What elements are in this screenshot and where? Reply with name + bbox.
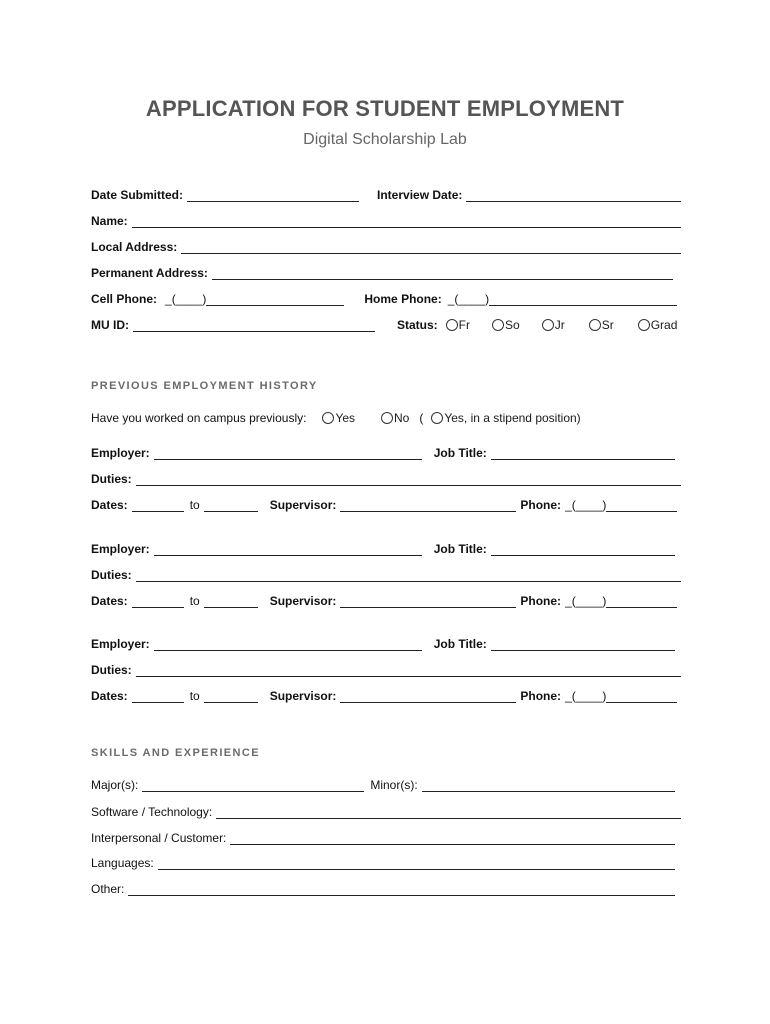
major-minor-row — [91, 774, 681, 792]
date-row — [91, 184, 681, 202]
job-title-field[interactable] — [491, 639, 675, 651]
duties-row-1 — [91, 468, 681, 486]
status-option-label: Grad — [650, 318, 678, 332]
radio-circle-icon — [589, 319, 601, 331]
employer-field[interactable] — [154, 544, 422, 556]
cell-phone-field[interactable] — [206, 294, 344, 306]
phone-field[interactable] — [606, 500, 677, 512]
phone-label: Phone: — [520, 594, 562, 608]
supervisor-label: Supervisor: — [269, 498, 337, 512]
other-row — [91, 878, 681, 896]
duties-label: Duties: — [91, 472, 132, 486]
worked-on-campus-row — [91, 407, 681, 425]
major-field[interactable] — [142, 780, 364, 792]
open-paren: ( — [419, 411, 424, 425]
supervisor-field[interactable] — [340, 596, 516, 608]
radio-circle-icon — [638, 319, 650, 331]
software-row — [91, 801, 681, 819]
interpersonal-label: Interpersonal / Customer: — [91, 831, 227, 845]
phone-label: Phone: — [520, 689, 562, 703]
status-radio-fr[interactable] — [446, 318, 470, 332]
languages-field[interactable] — [158, 858, 675, 870]
mu-id-label: MU ID: — [91, 318, 129, 332]
form-title: APPLICATION FOR STUDENT EMPLOYMENT — [145, 96, 625, 121]
job-title-field[interactable] — [491, 544, 675, 556]
worked-radio-yes[interactable] — [322, 411, 355, 425]
cell-phone-label: Cell Phone: — [91, 292, 158, 306]
to-label: to — [189, 498, 200, 512]
dates-label: Dates: — [91, 594, 128, 608]
to-label: to — [189, 689, 200, 703]
date-submitted-label: Date Submitted: — [91, 188, 184, 202]
dates-row-3 — [91, 685, 681, 703]
status-option-label: So — [505, 318, 520, 332]
employer-row-1 — [91, 442, 681, 460]
supervisor-label: Supervisor: — [269, 689, 337, 703]
date-from-field[interactable] — [132, 500, 184, 512]
employer-label: Employer: — [91, 542, 150, 556]
radio-circle-icon — [542, 319, 554, 331]
status-label: Status: — [397, 318, 438, 332]
worked-radio-stipend[interactable] — [431, 411, 580, 425]
phone-row — [91, 288, 681, 306]
minor-field[interactable] — [422, 780, 675, 792]
phone-area-code[interactable]: _(____) — [565, 594, 607, 608]
status-option-label: Sr — [601, 318, 614, 332]
status-radio-so[interactable] — [492, 318, 520, 332]
name-label: Name: — [91, 214, 128, 228]
local-address-label: Local Address: — [91, 240, 178, 254]
to-label: to — [189, 594, 200, 608]
phone-field[interactable] — [606, 596, 677, 608]
employment-section-heading: PREVIOUS EMPLOYMENT HISTORY — [91, 380, 318, 392]
form-subtitle: Digital Scholarship Lab — [303, 131, 467, 148]
date-to-field[interactable] — [204, 500, 258, 512]
interpersonal-field[interactable] — [230, 833, 675, 845]
radio-circle-icon — [492, 319, 504, 331]
date-to-field[interactable] — [204, 691, 258, 703]
software-field[interactable] — [216, 807, 681, 819]
languages-label: Languages: — [91, 856, 154, 870]
status-radio-sr[interactable] — [589, 318, 614, 332]
duties-field[interactable] — [136, 474, 681, 486]
radio-circle-icon — [322, 412, 334, 424]
radio-circle-icon — [446, 319, 458, 331]
worked-option-label: No — [394, 411, 410, 425]
job-title-label: Job Title: — [433, 446, 487, 460]
local-address-row — [91, 236, 681, 254]
employer-label: Employer: — [91, 637, 150, 651]
supervisor-field[interactable] — [340, 500, 516, 512]
duties-field[interactable] — [136, 665, 681, 677]
cell-phone-area-code[interactable]: _(____) — [165, 292, 207, 306]
dates-row-1 — [91, 494, 681, 512]
id-status-row — [91, 314, 681, 332]
dates-label: Dates: — [91, 689, 128, 703]
interview-date-label: Interview Date: — [377, 188, 463, 202]
date-from-field[interactable] — [132, 691, 184, 703]
status-option-label: Fr — [458, 318, 470, 332]
mu-id-field[interactable] — [133, 320, 375, 332]
other-label: Other: — [91, 882, 125, 896]
other-field[interactable] — [128, 884, 675, 896]
languages-row — [91, 852, 681, 870]
employer-row-2 — [91, 538, 681, 556]
date-submitted-field[interactable] — [187, 190, 359, 202]
major-label: Major(s): — [91, 778, 139, 792]
phone-field[interactable] — [606, 691, 677, 703]
local-address-field[interactable] — [181, 242, 681, 254]
duties-label: Duties: — [91, 568, 132, 582]
name-field[interactable] — [132, 216, 681, 228]
duties-row-2 — [91, 564, 681, 582]
employer-field[interactable] — [154, 639, 422, 651]
dates-label: Dates: — [91, 498, 128, 512]
job-title-label: Job Title: — [433, 637, 487, 651]
employer-field[interactable] — [154, 448, 422, 460]
phone-area-code[interactable]: _(____) — [565, 498, 607, 512]
home-phone-label: Home Phone: — [364, 292, 442, 306]
skills-section-heading: SKILLS AND EXPERIENCE — [91, 747, 260, 759]
home-phone-field[interactable] — [489, 294, 677, 306]
dates-row-2 — [91, 590, 681, 608]
worked-option-label: Yes — [335, 411, 356, 425]
status-option-label: Jr — [554, 318, 565, 332]
radio-circle-icon — [381, 412, 393, 424]
interpersonal-row — [91, 827, 681, 845]
phone-label: Phone: — [520, 498, 562, 512]
supervisor-field[interactable] — [340, 691, 516, 703]
minor-label: Minor(s): — [370, 778, 418, 792]
date-to-field[interactable] — [204, 596, 258, 608]
status-radio-grad[interactable] — [638, 318, 678, 332]
job-title-field[interactable] — [491, 448, 675, 460]
permanent-address-row — [91, 262, 681, 280]
job-title-label: Job Title: — [433, 542, 487, 556]
date-from-field[interactable] — [132, 596, 184, 608]
radio-circle-icon — [431, 412, 443, 424]
status-radio-jr[interactable] — [542, 318, 565, 332]
duties-label: Duties: — [91, 663, 132, 677]
employer-row-3 — [91, 633, 681, 651]
software-label: Software / Technology: — [91, 805, 213, 819]
permanent-address-field[interactable] — [212, 268, 673, 280]
interview-date-field[interactable] — [466, 190, 681, 202]
worked-on-campus-question: Have you worked on campus previously: — [91, 411, 307, 425]
worked-radio-no[interactable] — [381, 411, 409, 425]
supervisor-label: Supervisor: — [269, 594, 337, 608]
permanent-address-label: Permanent Address: — [91, 266, 208, 280]
worked-option-label: Yes, in a stipend position) — [444, 411, 581, 425]
name-row — [91, 210, 681, 228]
home-phone-area-code[interactable]: _(____) — [447, 292, 490, 306]
employer-label: Employer: — [91, 446, 150, 460]
duties-row-3 — [91, 659, 681, 677]
phone-area-code[interactable]: _(____) — [565, 689, 607, 703]
duties-field[interactable] — [136, 570, 681, 582]
